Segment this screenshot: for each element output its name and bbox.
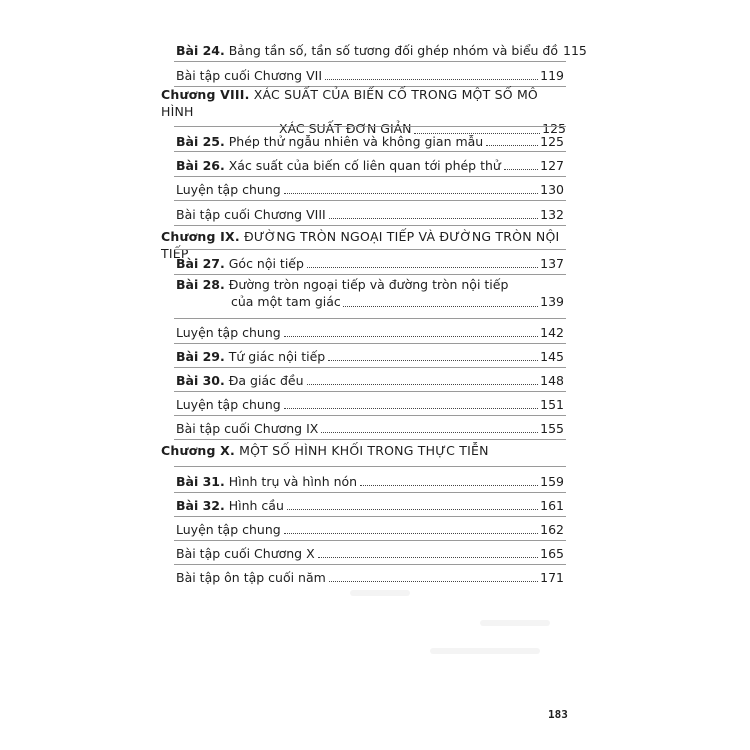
toc-entry-bai-28[interactable]: [176, 276, 564, 310]
chapter-title: MỘT SỐ HÌNH KHỐI TRONG THỰC TIỄN: [239, 443, 489, 458]
entry-title: Bài tập cuối Chương IX: [176, 421, 319, 436]
toc-entry-year-review[interactable]: [176, 563, 564, 585]
entry-title: Bài tập cuối Chương X: [176, 546, 315, 561]
page-ref: 145: [540, 349, 564, 364]
dot-leader: [329, 218, 538, 219]
toc-chapter-10[interactable]: [161, 442, 566, 459]
lesson-title: Tứ giác nội tiếp: [228, 349, 326, 364]
dot-leader: [307, 384, 539, 385]
page-ref: 142: [540, 325, 564, 340]
lesson-title: Hình cầu: [228, 498, 284, 513]
page-ref: 162: [540, 522, 564, 537]
lesson-title: Phép thử ngẫu nhiên và không gian mẫu: [228, 134, 484, 149]
toc-entry-review-ch8[interactable]: [176, 200, 564, 222]
chapter-label: Chương X.: [161, 443, 235, 458]
dot-leader: [307, 267, 538, 268]
toc-entry-practice-ch10[interactable]: [176, 515, 564, 537]
page-ref: 115: [563, 43, 587, 58]
chapter-title: ĐƯỜNG TRÒN NGOẠI TIẾP VÀ ĐƯỜNG TRÒN NỘI TIẾP: [161, 229, 560, 261]
toc-entry-practice-ch8[interactable]: [176, 175, 564, 197]
toc-entry-practice-ch9-2[interactable]: [176, 390, 564, 412]
lesson-label: Bài 30.: [176, 373, 225, 388]
dot-leader: [284, 336, 538, 337]
dot-leader: [486, 145, 538, 146]
toc-entry-bai-25[interactable]: [176, 127, 564, 149]
page-ref: 151: [540, 397, 564, 412]
page-ref: 132: [540, 207, 564, 222]
lesson-title: Xác suất của biến cố liên quan tới phép thử: [228, 158, 501, 173]
entry-title: Luyện tập chung: [176, 522, 281, 537]
dot-leader: [328, 360, 538, 361]
lesson-title: Đa giác đều: [228, 373, 304, 388]
page-ref: 130: [540, 182, 564, 197]
page-ref: 155: [540, 421, 564, 436]
lesson-title: Góc nội tiếp: [228, 256, 304, 271]
dot-leader: [284, 408, 538, 409]
dot-leader: [284, 193, 538, 194]
bleed-through-shape: [430, 648, 540, 654]
page-ref: 171: [540, 570, 564, 585]
dot-leader: [321, 432, 538, 433]
toc-entry-review-ch10[interactable]: [176, 539, 564, 561]
chapter-title-cont: XÁC SUẤT ĐƠN GIẢN: [279, 121, 412, 136]
page-ref: 137: [540, 256, 564, 271]
entry-title: Luyện tập chung: [176, 182, 281, 197]
dot-leader: [360, 485, 538, 486]
page-number: 183: [548, 708, 568, 721]
lesson-label: Bài 31.: [176, 474, 225, 489]
toc-entry-review-ch9[interactable]: [176, 414, 564, 436]
lesson-title: Đường tròn ngoại tiếp và đường tròn nội tiếp: [228, 277, 509, 292]
lesson-title: Bảng tần số, tần số tương đối ghép nhóm và biểu đồ: [228, 43, 558, 58]
page-ref: 125: [542, 121, 566, 136]
page-ref: 161: [540, 498, 564, 513]
toc-entry-review-ch7[interactable]: [176, 61, 564, 83]
toc-entry-bai-32[interactable]: [176, 491, 564, 513]
row-divider: [174, 225, 566, 226]
lesson-label: Bài 24.: [176, 43, 225, 58]
dot-leader: [318, 557, 538, 558]
dot-leader: [504, 169, 538, 170]
row-divider: [174, 274, 566, 275]
toc-entry-bai-29[interactable]: [176, 342, 564, 364]
lesson-label: Bài 32.: [176, 498, 225, 513]
chapter-title: XÁC SUẤT CỦA BIẾN CỐ TRONG MỘT SỐ MÔ HÌNH: [161, 87, 538, 119]
lesson-label: Bài 29.: [176, 349, 225, 364]
page-ref: 119: [540, 68, 564, 83]
page-ref: 159: [540, 474, 564, 489]
lesson-label: Bài 28.: [176, 277, 225, 292]
row-divider: [174, 439, 566, 440]
lesson-label: Bài 27.: [176, 256, 225, 271]
bleed-through-shape: [350, 590, 410, 596]
bleed-through-shape: [480, 620, 550, 626]
toc-entry-practice-ch9-1[interactable]: [176, 318, 564, 340]
toc-entry-bai-24[interactable]: [176, 36, 587, 58]
lesson-title: Hình trụ và hình nón: [228, 474, 358, 489]
lesson-label: Bài 26.: [176, 158, 225, 173]
entry-title: Luyện tập chung: [176, 397, 281, 412]
page-ref: 165: [540, 546, 564, 561]
dot-leader: [284, 533, 538, 534]
dot-leader: [325, 79, 538, 80]
dot-leader: [343, 306, 538, 307]
page-ref: 148: [540, 373, 564, 388]
lesson-title-cont: của một tam giác: [231, 294, 341, 309]
chapter-label: Chương VIII.: [161, 87, 250, 102]
entry-title: Bài tập cuối Chương VII: [176, 68, 323, 83]
lesson-label: Bài 25.: [176, 134, 225, 149]
entry-title: Luyện tập chung: [176, 325, 281, 340]
dot-leader: [329, 581, 538, 582]
toc-entry-bai-30[interactable]: [176, 366, 564, 388]
page-ref: 139: [540, 294, 564, 309]
entry-title: Bài tập cuối Chương VIII: [176, 207, 326, 222]
toc-entry-bai-26[interactable]: [176, 151, 564, 173]
toc-entry-bai-27[interactable]: [176, 249, 564, 271]
entry-title: Bài tập ôn tập cuối năm: [176, 570, 326, 585]
page-ref: 127: [540, 158, 564, 173]
dot-leader: [287, 509, 538, 510]
toc-entry-bai-31[interactable]: [176, 467, 564, 489]
page-ref: 125: [540, 134, 564, 149]
chapter-label: Chương IX.: [161, 229, 240, 244]
